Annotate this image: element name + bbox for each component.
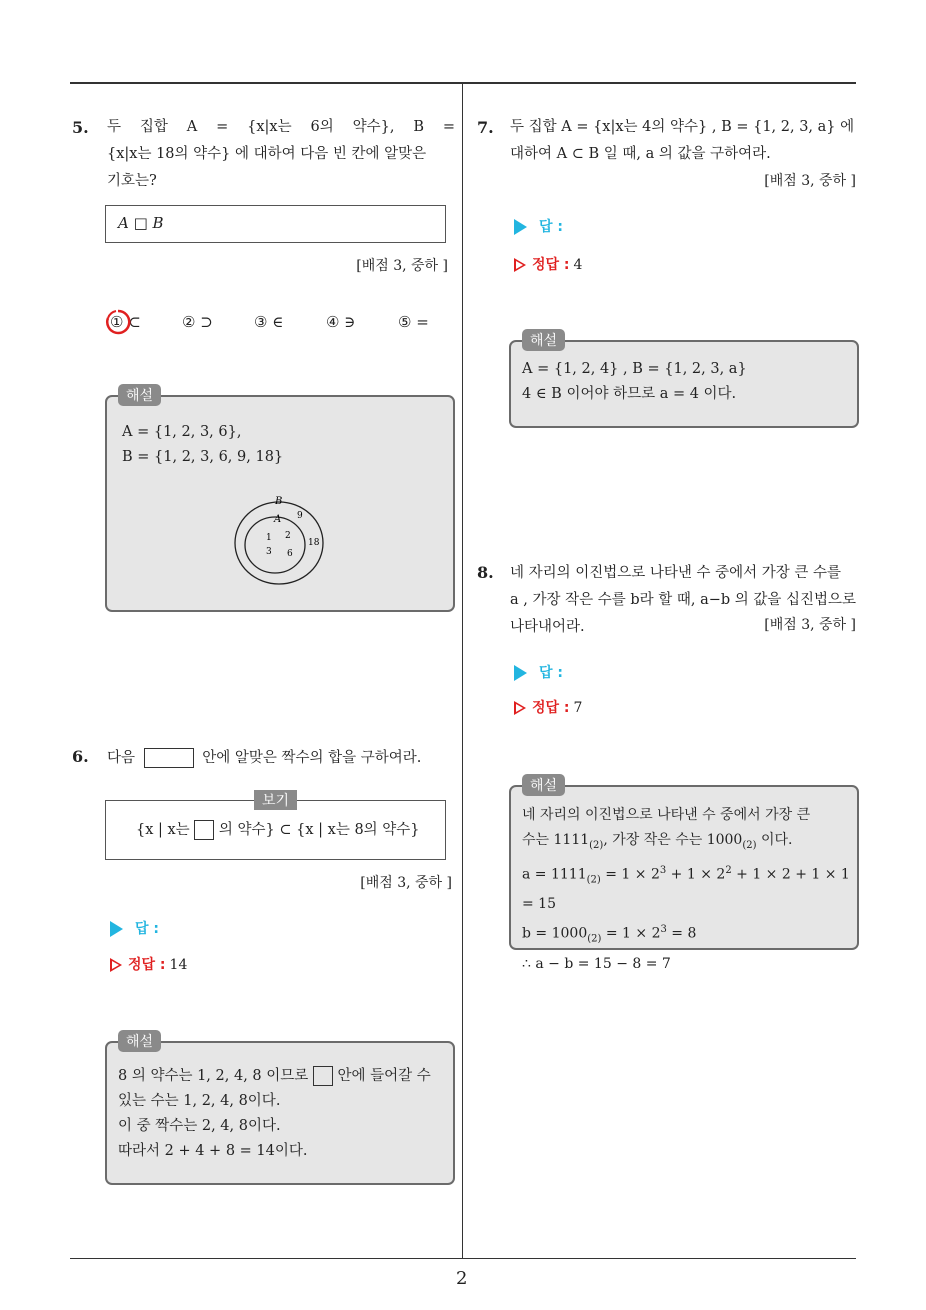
q6-number: 6. <box>72 747 89 766</box>
q8-solution-line3: $a = 1111_{(2)} = 1 \times 2^3 + 1 \times 2^2 + 1 \times 2 + 1 \times 1 = 15$ <box>522 864 850 913</box>
q5-choice-5[interactable]: ⑤ = <box>398 313 429 331</box>
q6-solution-tab: 해설 <box>118 1030 161 1052</box>
q7-number: 7. <box>477 118 494 137</box>
q5-venn-diagram <box>230 492 330 588</box>
q6-solution-line2: 있는 수는 1, 2, 4, 8이다. <box>118 1093 281 1109</box>
q5-solution-line1: A = {1, 2, 3, 6}, <box>122 424 242 440</box>
q5-choice-2[interactable]: ② ⊃ <box>182 313 213 331</box>
q6-bogi-left: {x | x는 <box>136 822 190 838</box>
q8-solution-line2: 수는 $1111_{(2)}$, 가장 작은 수는 $1000_{(2)}$ 이다. <box>522 832 793 851</box>
q7-answer-arrow-icon <box>514 219 527 235</box>
q5-solution-tab: 해설 <box>118 384 161 406</box>
q8-solution-text <box>522 803 852 977</box>
venn-num-9: 9 <box>297 511 303 521</box>
q6-bogi-blank <box>194 820 214 840</box>
venn-num-18: 18 <box>308 538 320 548</box>
q8-line3: 나타내어라. <box>510 619 585 635</box>
q8-answer <box>514 662 563 682</box>
q6-solution-blank <box>313 1066 333 1086</box>
q6-key-label: 정답 : <box>128 957 166 973</box>
q6-points: [배점 3, 중하 ] <box>360 875 452 891</box>
q5-solution-text <box>122 420 283 470</box>
q6-prompt-before: 다음 <box>107 750 136 766</box>
q7-line2: 대하여 A ⊂ B 일 때, a 의 값을 구하여라. <box>510 146 771 162</box>
q5-points: [배점 3, 중하 ] <box>356 258 448 274</box>
q6-solution-line3: 이 중 짝수는 2, 4, 8이다. <box>118 1118 281 1134</box>
q7-line1: 두 집합 A = {x|x는 4의 약수} , B = {1, 2, 3, a} 에 <box>510 119 855 135</box>
q7-answer-label: 답 : <box>539 219 563 235</box>
q6-key-value: 14 <box>169 957 188 973</box>
q5-box-text: A □ B <box>118 214 164 232</box>
q5-line1: 두 집합 A = {x|x는 6의 약수}, B = <box>107 119 455 135</box>
q6-blank-box <box>144 748 194 768</box>
q8-key-label: 정답 : <box>532 700 570 716</box>
venn-num-2: 2 <box>285 531 291 541</box>
q7-solution-tab: 해설 <box>522 329 565 351</box>
q6-bogi-tab: 보기 <box>254 790 297 810</box>
q7-solution-line1: A = {1, 2, 4} , B = {1, 2, 3, a} <box>522 361 747 377</box>
q6-key-arrow-icon <box>110 958 122 972</box>
q8-line1: 네 자리의 이진법으로 나타낸 수 중에서 가장 큰 수를 <box>510 565 842 581</box>
q8-key-arrow-icon <box>514 701 526 715</box>
q5-choices <box>110 313 470 331</box>
q8-answer-label: 답 : <box>539 665 563 681</box>
q8-number: 8. <box>477 563 494 582</box>
q5-answer-mark-icon <box>104 308 132 336</box>
q6-solution-text <box>118 1064 444 1164</box>
q6-key <box>110 954 187 974</box>
q7-text <box>510 114 860 168</box>
q8-solution-line5: ∴ a − b = 15 − 8 = 7 <box>522 955 671 972</box>
q6-prompt-after: 안에 알맞은 짝수의 합을 구하여라. <box>202 750 422 766</box>
q6-text <box>107 745 457 772</box>
venn-label-b: B <box>275 496 283 507</box>
q8-points: [배점 3, 중하 ] <box>764 617 856 633</box>
q5-solution-line2: B = {1, 2, 3, 6, 9, 18} <box>122 449 284 465</box>
q7-answer <box>514 216 563 236</box>
q8-answer-arrow-icon <box>514 665 527 681</box>
q8-key <box>514 697 582 717</box>
q8-key-value: 7 <box>573 700 583 716</box>
page-number: 2 <box>456 1268 468 1289</box>
q7-solution-line2: 4 ∈ B 이어야 하므로 a = 4 이다. <box>522 386 737 402</box>
venn-num-1: 1 <box>266 533 272 543</box>
q5-choice-3[interactable]: ③ ∈ <box>254 313 284 331</box>
q8-solution-tab: 해설 <box>522 774 565 796</box>
q6-bogi-right: 의 약수} ⊂ {x | x는 8의 약수} <box>218 822 420 838</box>
venn-label-a: A <box>274 514 282 525</box>
q7-points: [배점 3, 중하 ] <box>764 173 856 189</box>
bottom-rule <box>70 1258 856 1259</box>
q7-solution-text <box>522 357 848 407</box>
q7-key-arrow-icon <box>514 258 526 272</box>
q7-key-value: 4 <box>573 257 583 273</box>
q8-line2: a , 가장 작은 수를 b라 할 때, a−b 의 값을 십진법으로 <box>510 592 857 608</box>
q7-key-label: 정답 : <box>532 257 570 273</box>
venn-num-6: 6 <box>287 549 293 559</box>
q5-line2: {x|x는 18의 약수} 에 대하여 다음 빈 칸에 알맞은 <box>107 146 427 162</box>
q6-bogi-content <box>136 818 420 840</box>
q5-choice-4[interactable]: ④ ∋ <box>326 313 356 331</box>
q5-text <box>107 114 455 195</box>
q6-answer-label: 답 : <box>135 921 159 937</box>
q7-key <box>514 254 582 274</box>
q8-solution-line4: $b = 1000_{(2)} = 1 \times 2^3 = 8$ <box>522 924 697 945</box>
q5-question-box <box>105 205 446 243</box>
q6-answer-arrow-icon <box>110 921 123 937</box>
q5-line3: 기호는? <box>107 173 157 189</box>
q5-number: 5. <box>72 118 89 137</box>
q6-solution-line4: 따라서 2 + 4 + 8 = 14이다. <box>118 1143 308 1159</box>
q6-solution-line1: 8 의 약수는 1, 2, 4, 8 이므로 안에 들어갈 수 <box>118 1068 431 1084</box>
top-rule <box>70 82 856 84</box>
venn-num-3: 3 <box>266 547 272 557</box>
q5-choice-1[interactable]: ① ⊂ <box>110 313 141 331</box>
q8-solution-line1: 네 자리의 이진법으로 나타낸 수 중에서 가장 큰 <box>522 807 811 823</box>
column-divider <box>462 84 463 1258</box>
q6-answer <box>110 918 159 938</box>
